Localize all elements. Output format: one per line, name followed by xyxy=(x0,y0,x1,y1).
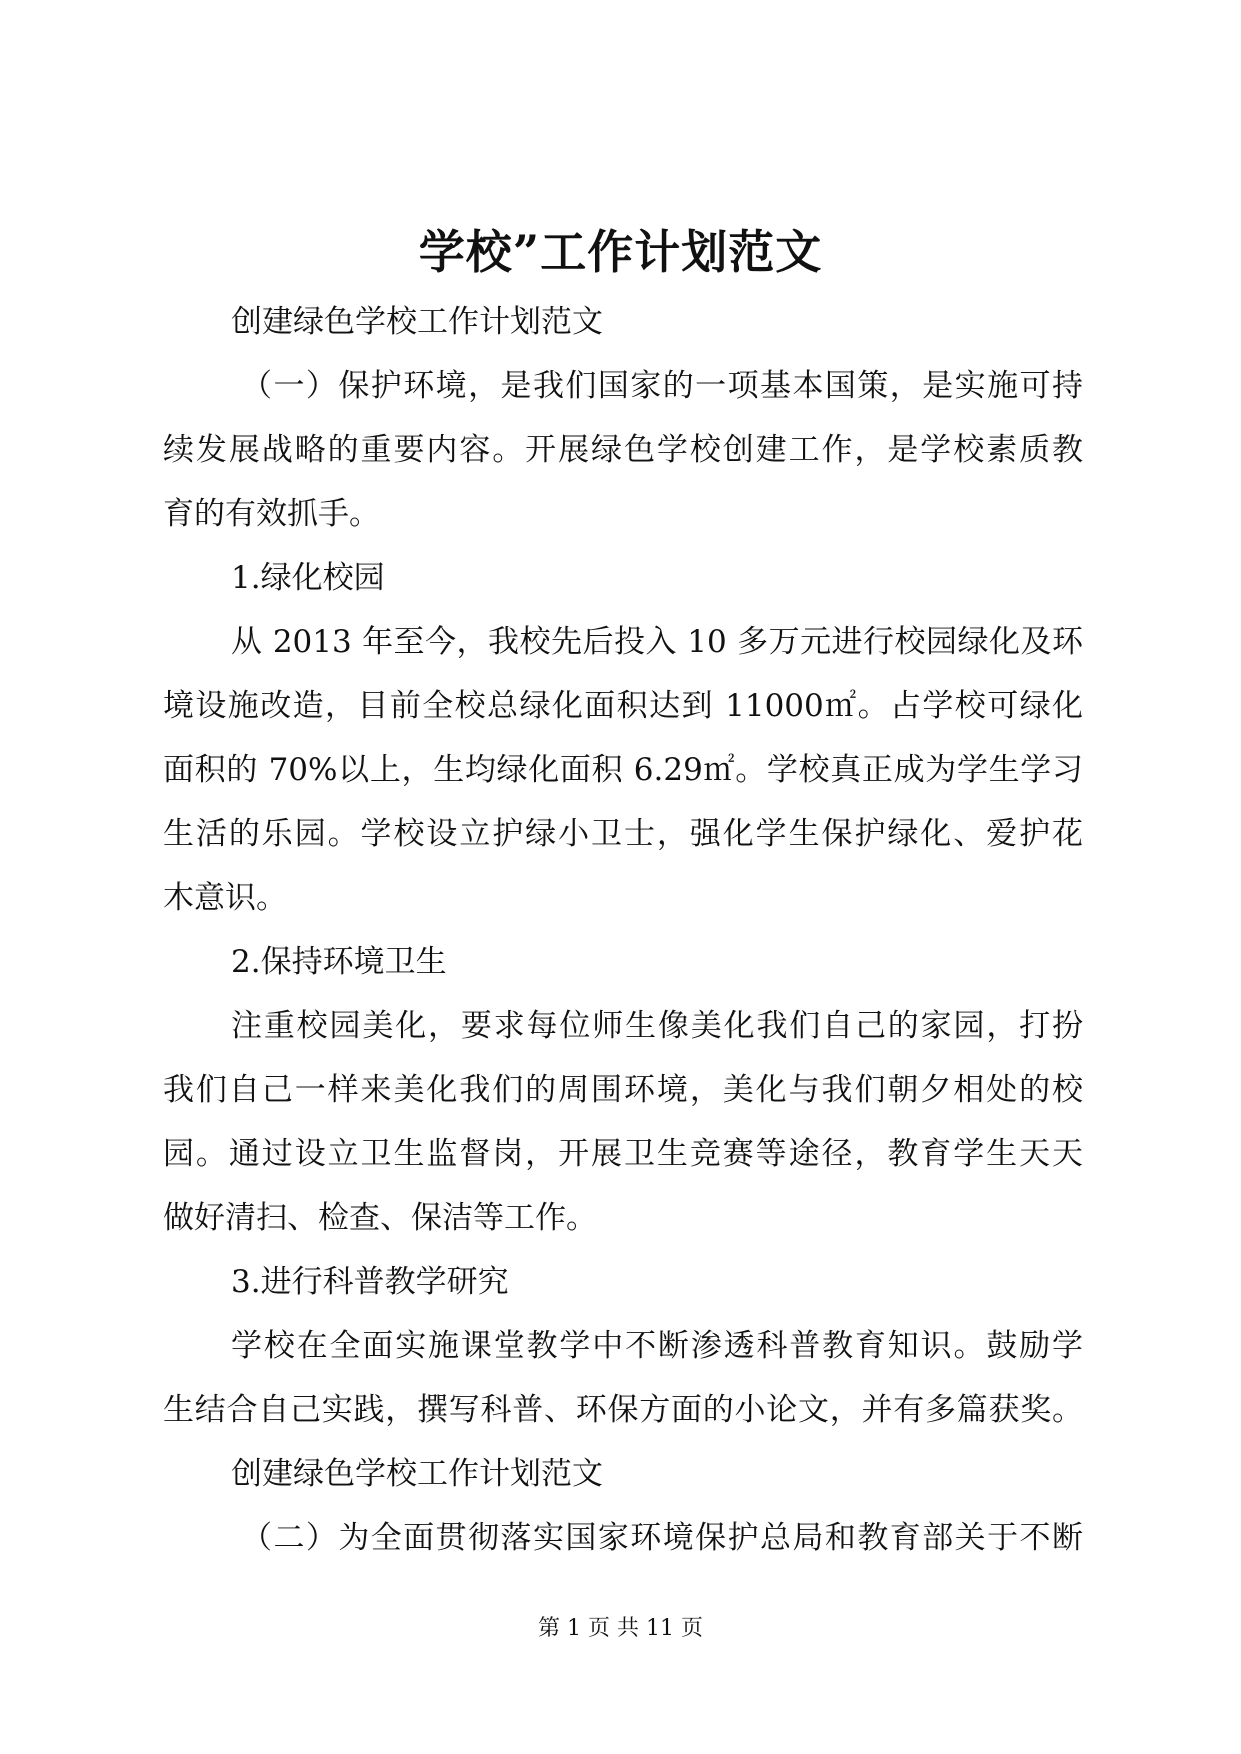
document-body xyxy=(163,290,1083,1570)
paragraph-line: 木意识。 xyxy=(163,880,287,916)
paragraph-line: 注重校园美化，要求每位师生像美化我们自己的家园，打扮 xyxy=(231,1008,1083,1044)
paragraph-line: 育的有效抓手。 xyxy=(163,496,380,532)
paragraph-line: 从 2013 年至今，我校先后投入 10 多万元进行校园绿化及环 xyxy=(231,624,1083,660)
paragraph-line: 面积的 70%以上，生均绿化面积 6.29㎡。学校真正成为学生学习 xyxy=(163,752,1083,788)
section-heading: 创建绿色学校工作计划范文 xyxy=(231,1456,603,1492)
section-heading: 创建绿色学校工作计划范文 xyxy=(231,304,603,340)
paragraph-line: 生结合自己实践，撰写科普、环保方面的小论文，并有多篇获奖。 xyxy=(163,1392,1083,1428)
paragraph-line: （一）保护环境，是我们国家的一项基本国策，是实施可持 xyxy=(241,368,1083,404)
paragraph-line: 我们自己一样来美化我们的周围环境，美化与我们朝夕相处的校 xyxy=(163,1072,1083,1108)
page-footer: 第 1 页 共 11 页 xyxy=(538,1616,703,1641)
paragraph-line: 做好清扫、检查、保洁等工作。 xyxy=(163,1200,597,1236)
document-title: 学校”工作计划范文 xyxy=(418,225,823,279)
paragraph-line: 境设施改造，目前全校总绿化面积达到 11000㎡。占学校可绿化 xyxy=(163,688,1083,724)
item-heading: 1.绿化校园 xyxy=(231,560,385,596)
paragraph-line: 园。通过设立卫生监督岗，开展卫生竞赛等途径，教育学生天天 xyxy=(163,1136,1083,1172)
paragraph-line: 续发展战略的重要内容。开展绿色学校创建工作，是学校素质教 xyxy=(163,432,1083,468)
paragraph-line: 生活的乐园。学校设立护绿小卫士，强化学生保护绿化、爱护花 xyxy=(163,816,1083,852)
item-heading: 3.进行科普教学研究 xyxy=(231,1264,509,1300)
item-heading: 2.保持环境卫生 xyxy=(231,944,447,980)
paragraph-line: 学校在全面实施课堂教学中不断渗透科普教育知识。鼓励学 xyxy=(231,1328,1083,1364)
paragraph-line: （二）为全面贯彻落实国家环境保护总局和教育部关于不断 xyxy=(241,1520,1083,1556)
